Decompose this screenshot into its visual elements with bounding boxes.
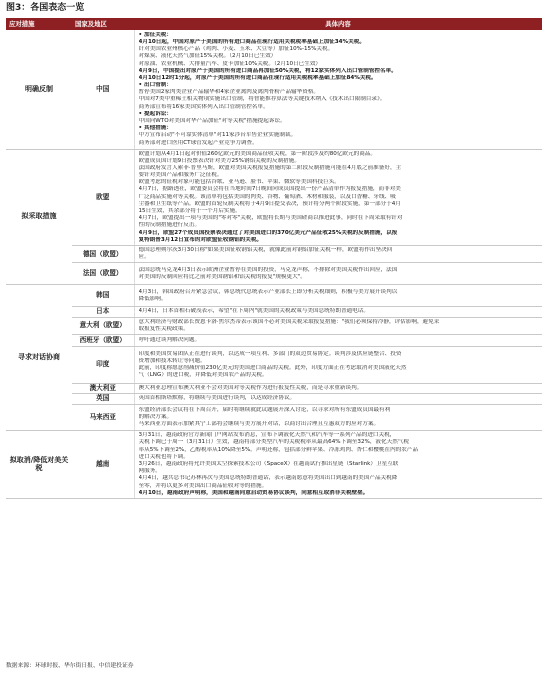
- content-line: 商务部宣布将16家美国实体列入出口管制管控名单。: [138, 103, 269, 110]
- country-cell: 欧盟: [72, 149, 134, 245]
- content-line: 法国政府发言人索菲·普里马斯，欧盟对美国关税报复措施的第二阶段反制措施可能在4月底之前准备好，主: [138, 164, 402, 171]
- content-line: 3月26日，越南政府将允许美国太空探索技术公司（SpaceX）在越南试行推出星链（Starlink）卫星互联: [138, 460, 399, 467]
- table-row: [6, 317, 542, 334]
- content-line: 4月10日起，中国对原产于美国的所有进口商品在现行适用关税税率基础上加征34%关税。: [138, 38, 365, 45]
- content-line: 4月10日，越南政府声明称，美国和越南同意启动贸易协议谈判，同意相互取消非关税壁垒。: [138, 489, 369, 496]
- table-row: [6, 394, 542, 405]
- table-body: [6, 30, 542, 499]
- content-line: 3月31日，越南政府官方新闻门户网站发布消息，宣布下调液化天然气和汽车等一系列产品的进口关税，: [138, 432, 396, 439]
- table-header: [6, 18, 542, 30]
- content-line: 意大利经济与财政部长贾恩卡洛·焦尔杰蒂表示该国不必对美国关税采取报复措施："我们必须保持冷静，评估影响，避免采: [138, 318, 440, 325]
- content-line: 4月3日，韩国政府召开紧急会议，韩总统代总统表示产业部长上即分析关税细则，积极与美方展开谈判以: [138, 288, 398, 295]
- content-line: 欧盟成员国计划9日投票表决针对美方25%钢铝关税的反制措施。: [138, 157, 300, 164]
- country-cell: 德国（欧盟）: [72, 245, 134, 262]
- table-row: [6, 30, 542, 149]
- content-cell: [134, 285, 542, 307]
- content-cell: [134, 394, 542, 405]
- source-note: 数据来源：环球时报、华尔街日报、中信建投证券: [6, 663, 134, 669]
- content-cell: [134, 317, 542, 334]
- header-content: 具体内容: [134, 18, 542, 30]
- content-line: 15日生效，其余部分将于一个月后实施。: [138, 208, 241, 214]
- country-cell: 中国: [72, 30, 134, 149]
- content-cell: [134, 245, 542, 262]
- content-line: 对美国的反制回应将比之前对美国钢铝和铝关税的报复"规模更大"。: [138, 273, 306, 280]
- measure-cell: 拟取消/降低对美关税: [6, 431, 72, 499]
- content-line: 呼吁通过谈判解决问题。: [138, 336, 201, 343]
- content-line: • 提起诉讼：: [138, 110, 172, 117]
- content-line: 中方宣布启动"不可靠实体清单"对11家涉台军售企业实施制裁。: [138, 132, 297, 139]
- country-cell: 印度: [72, 346, 134, 383]
- content-line: 东盟经济部长会议将在下周召开，届时将继续就此议题展开深入讨论，以寻求对所有东盟成员国最有利: [138, 406, 391, 413]
- content-cell: [134, 431, 542, 499]
- content-line: 取报复性关税政策。: [138, 325, 189, 332]
- content-line: 进口关税也将下调。: [138, 453, 189, 460]
- content-line: 德国总理朔尔茨3月30日称"如果美国征收钢铝关税，就像此前对钢铝加征关税一样，欧盟将作出坚决回: [138, 246, 393, 253]
- content-line: 性的反制措施进行反击。: [138, 222, 201, 229]
- content-line: 关税下调已于周一（3月31日）生效，越南将部分类型汽车的关税税率从最高64%下调至32%，液化天然气税: [138, 439, 409, 446]
- content-line: 4月4日，越共总书记苏林再次与美国总统特朗普通话，表示越南愿意将美国出口到越南的美国产品关税降: [138, 475, 398, 482]
- table-row: [6, 263, 542, 285]
- country-cell: 越南: [72, 431, 134, 499]
- table-row: [6, 431, 542, 499]
- content-line: 对原油、农业机械、大排量汽车、皮卡加征10%关税。（2月10日已生效）: [138, 60, 322, 67]
- content-cell: [134, 383, 542, 393]
- content-line: 应。: [138, 254, 150, 261]
- content-cell: [134, 334, 542, 346]
- country-cell: 马来西亚: [72, 405, 134, 431]
- country-cell: 日本: [72, 307, 134, 317]
- header-measure: 应对措施: [6, 18, 72, 30]
- content-line: 率从5%下调至2%，乙醇税率从10%降至5%。声明还称，包括部分鲜苹果、冷冻鸡肉、杏仁和樱桃在内的农产品: [138, 446, 419, 453]
- content-line: 气（LNG）的进口税，并降低对美国农产品的关税。: [138, 372, 268, 379]
- measure-cell: 拟采取措施: [6, 149, 72, 285]
- table-row: [6, 334, 542, 346]
- country-cell: 意大利（欧盟）: [72, 317, 134, 334]
- content-line: 暂停美国2家肉类企业产品输华和4家企业禽肉及禽肉骨粉产品输华资格。: [138, 89, 320, 96]
- content-cell: [134, 405, 542, 431]
- content-line: 4月9日，中国提出对原产于美国的所有进口商品再加征50%关税，将12家实体列入出口管制管控名单。: [138, 67, 397, 74]
- content-line: 印度和美国贸易团队正在进行谈判，以达成一项互利、多部门的双边贸易协定。谈判涉及供应链整合、投资: [138, 350, 402, 357]
- content-line: • 加征关税：: [138, 31, 172, 38]
- country-cell: 韩国: [72, 285, 134, 307]
- content-line: • 其他措施：: [138, 125, 172, 132]
- content-line: 尘器和卫生纸等产品。欧盟的首轮反制关税将于4月9日提交表决，预计将分两个阶段实施，第一部分于4月: [138, 200, 401, 207]
- country-cell: 澳大利亚: [72, 383, 134, 393]
- content-line: 针对美国农业州核心产品（鸡肉、小麦、玉米、大豆等）加征10%-15%关税。: [138, 46, 334, 53]
- figure-title: 图3：各国表态一览: [6, 3, 85, 13]
- header-country: 国家及地区: [72, 18, 134, 30]
- content-line: 4月7日，据路透社，欧盟委员会将在当地时间7日晚间向成员国提出一份产品清单作为报复措施，而非对美: [138, 186, 401, 193]
- table-row: [6, 405, 542, 431]
- table-row: [6, 383, 542, 393]
- content-line: 4月7日，欧盟提出一项与美国的"零对零"关税，欧盟将长期与美国磋商以推进此事，同时在下周采取有针对: [138, 215, 403, 222]
- content-line: 复特朗普3月12日宣布的对欧盟征收钢铝的关税。: [138, 236, 263, 243]
- content-cell: [134, 263, 542, 285]
- content-line: 4月9日，欧盟27个成员国投票表决通过了对美国进口的370亿美元产品征收25%关税的反制措施，以报: [138, 229, 398, 236]
- content-cell: [134, 346, 542, 383]
- content-line: • 出口管制：: [138, 82, 172, 89]
- measure-cell: 寻求对话协商: [6, 285, 72, 431]
- content-line: 欧盟考虑的征税对象可能包括谷歌、亚马逊、脸书、苹果、微软等美国科技巨头。: [138, 179, 340, 186]
- content-line: 欧盟计划从4月1日起对价值260亿欧元的美国商品征收关税，第一阶段涉及约80亿欧元的商品。: [138, 150, 376, 157]
- content-line: 对煤炭、液化天然气加征15%关税。（2月10日已生效）: [138, 53, 277, 60]
- content-line: 网服务。: [138, 468, 161, 475]
- country-cell: 法国（欧盟）: [72, 263, 134, 285]
- content-line: 4月10日12时1分起，对原产于美国的所有进口商品在现行适用关税税率基础上加征84%关税。: [138, 74, 377, 81]
- measure-cell: 明确反制: [6, 30, 72, 149]
- table-row: [6, 307, 542, 317]
- content-line: 商务部对进口医用CT球管发起产业竞争力调查。: [138, 139, 258, 146]
- table-row: [6, 285, 542, 307]
- content-line: 英国首相斯塔默称，将继续与美国进行谈判，以达成经济协议。: [138, 395, 296, 402]
- content-line: 中国向WTO对美国对华产品加征"对等关税"措施提起诉讼。: [138, 118, 286, 124]
- content-line: 广泛商品实施对等关税。该清单将包括美国的肉类、谷物、葡萄酒、木材和服装，以及口香糖、牙线、吸: [138, 193, 396, 200]
- content-line: 资增加和技术转让等问题。: [138, 357, 206, 364]
- content-line: 的解决方案。: [138, 413, 173, 420]
- content-cell: [134, 30, 542, 149]
- content-line: 澳大利亚总理宣布澳大利亚不会对美国对等关税作为进行报复性关税，而是寻求重新谈判。: [138, 384, 363, 391]
- content-line: 马来西亚方面表示加紧其宁工部将会继续与美方展开对话，以商讨出合理且互惠双方的应对方案。: [138, 421, 380, 428]
- table-row: [6, 346, 542, 383]
- table-row: [6, 149, 542, 245]
- content-cell: [134, 307, 542, 317]
- content-line: 要针对美国产品和服务广泛征税。: [138, 172, 223, 179]
- content-line: 中国对7类中重稀土相关物项实施出口管制，将智能推荐算法等关键技术纳入《技术出口限制目录》。: [138, 96, 386, 103]
- content-cell: [134, 149, 542, 245]
- content-line: 至零，并将以更多对美国出口商品征收对等的措施。: [138, 482, 268, 489]
- content-line: 4月4日，日本首相石破茂表示，希望"在下周内"就美国的关税政策与美国总统特朗普通电话。: [138, 308, 369, 315]
- measures-table: [6, 18, 542, 499]
- content-line: 降低影响。: [138, 295, 167, 302]
- content-line: 法国总统马克龙4月3日表示欧洲企业暂停在美国的投资，马克龙声称，不排除对美国关税作出回应，法国: [138, 266, 398, 273]
- country-cell: 英国: [72, 394, 134, 405]
- table-row: [6, 245, 542, 262]
- country-cell: 西班牙（欧盟）: [72, 334, 134, 346]
- content-line: 此前，印度称愿意削减价值230亿美元的美国进口商品的关税。此外，印度方面正在考虑取消对美国液化天然: [138, 364, 407, 371]
